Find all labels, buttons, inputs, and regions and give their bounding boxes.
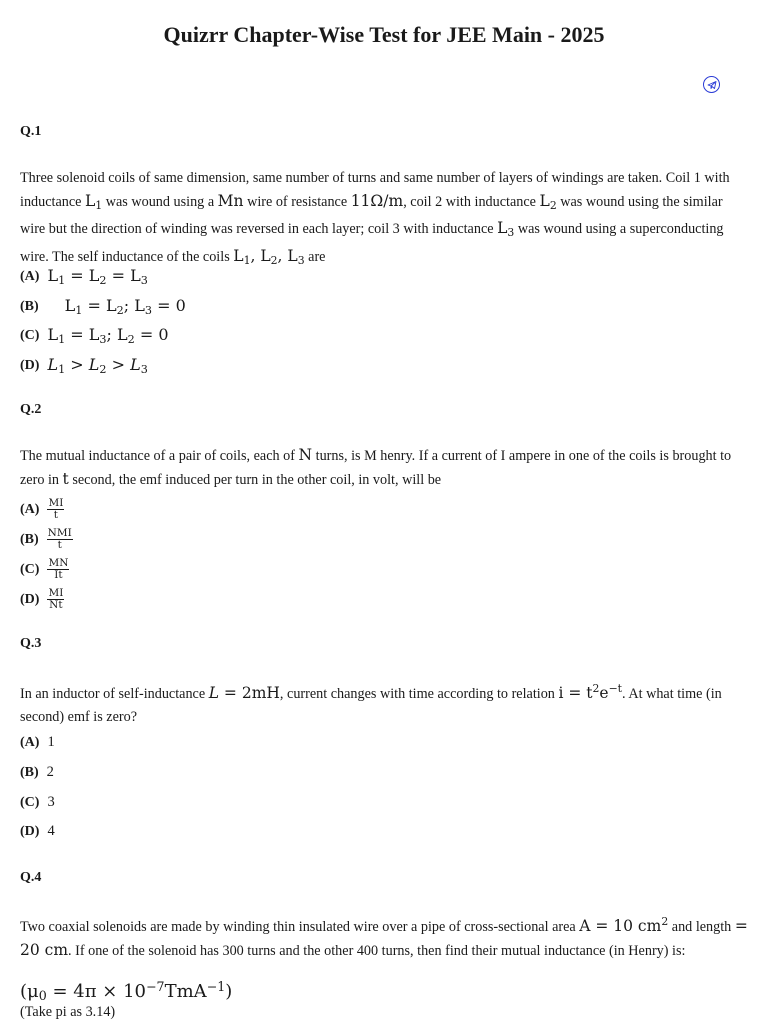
telegram-icon[interactable] xyxy=(703,76,720,93)
q2-option-d[interactable]: (D) $\frac{MI}{Nt}$ xyxy=(20,587,64,611)
question-number-4: Q.4 xyxy=(20,870,42,885)
page-title: Quizrr Chapter-Wise Test for JEE Main - 2025 xyxy=(163,22,605,47)
q3-option-d[interactable]: (D) 4 xyxy=(20,823,55,839)
q3-option-a[interactable]: (A) 1 xyxy=(20,734,55,750)
fraction: $\frac{\text{NMI}}{t}$ xyxy=(47,527,72,551)
question-4-text: Two coaxial solenoids are made by winding thin insulated wire over a pipe of cross-sectional area A = 10 $cm^2$ and length = 20 cm. If one of the solenoid has 300 turns and the other 400 turns, then find their mutual inductance (in Henry) is: xyxy=(20,915,748,959)
q1-option-d[interactable]: (D) $L_1 > L_2 > L_3$ xyxy=(20,355,148,376)
fraction: $\frac{MI}{t}$ xyxy=(48,497,64,521)
mu-constant: $(\mu_0 = 4\pi \times 10^{-7}TmA^{-1})$ xyxy=(20,979,233,1003)
q1-option-b[interactable]: (B) $L_1 = L_2$; $L_3 = 0$ xyxy=(20,296,186,317)
q2-option-c[interactable]: (C) $\frac{MN}{It}$ xyxy=(20,557,69,581)
question-3-text: In an inductor of self-inductance L = 2mH, current changes with time according to relation $i = t^2e^{-t}$. At what time (in second) emf is zero? xyxy=(20,682,722,725)
fraction: $\frac{MI}{Nt}$ xyxy=(48,587,64,611)
q2-option-a[interactable]: (A) $\frac{MI}{t}$ xyxy=(20,497,64,521)
question-1-text: Three solenoid coils of same dimension, same number of turns and same number of layers of windings are taken. Coil 1 with inductance $L_1$ was wound using a Mn wire of resistance 11Ω/m, coil 2 with inductance $L_2$ was wound using the similar wire but the direction of winding was reversed in each layer; coil 3 with inductance $L_3$ was wound using a superconducting wire. The self inductance of the coils $L_1$, $L_2$, $L_3$ are xyxy=(20,170,730,267)
question-2-text: The mutual inductance of a pair of coils, each of N turns, is M henry. If a current of I ampere in one of the coils is brought to zero in t second, the emf induced per turn in the other coil, in volt, will be xyxy=(20,446,732,488)
question-number-1: Q.1 xyxy=(20,124,42,139)
fraction: $\frac{MN}{It}$ xyxy=(48,557,69,581)
question-number-2: Q.2 xyxy=(20,402,42,417)
question-number-3: Q.3 xyxy=(20,636,42,651)
q2-option-b[interactable]: (B) $\frac{\text{NMI}}{t}$ xyxy=(20,527,72,551)
q3-option-b[interactable]: (B) 2 xyxy=(20,764,54,780)
q1-option-a[interactable]: (A) $L_1 = L_2 = L_3$ xyxy=(20,266,148,287)
paper-plane-icon xyxy=(707,80,717,90)
take-pi-note: (Take pi as 3.14) xyxy=(20,1004,116,1020)
q1-option-c[interactable]: (C) $L_1 = L_3$; $L_2 = 0$ xyxy=(20,325,169,346)
q3-option-c[interactable]: (C) 3 xyxy=(20,794,55,810)
